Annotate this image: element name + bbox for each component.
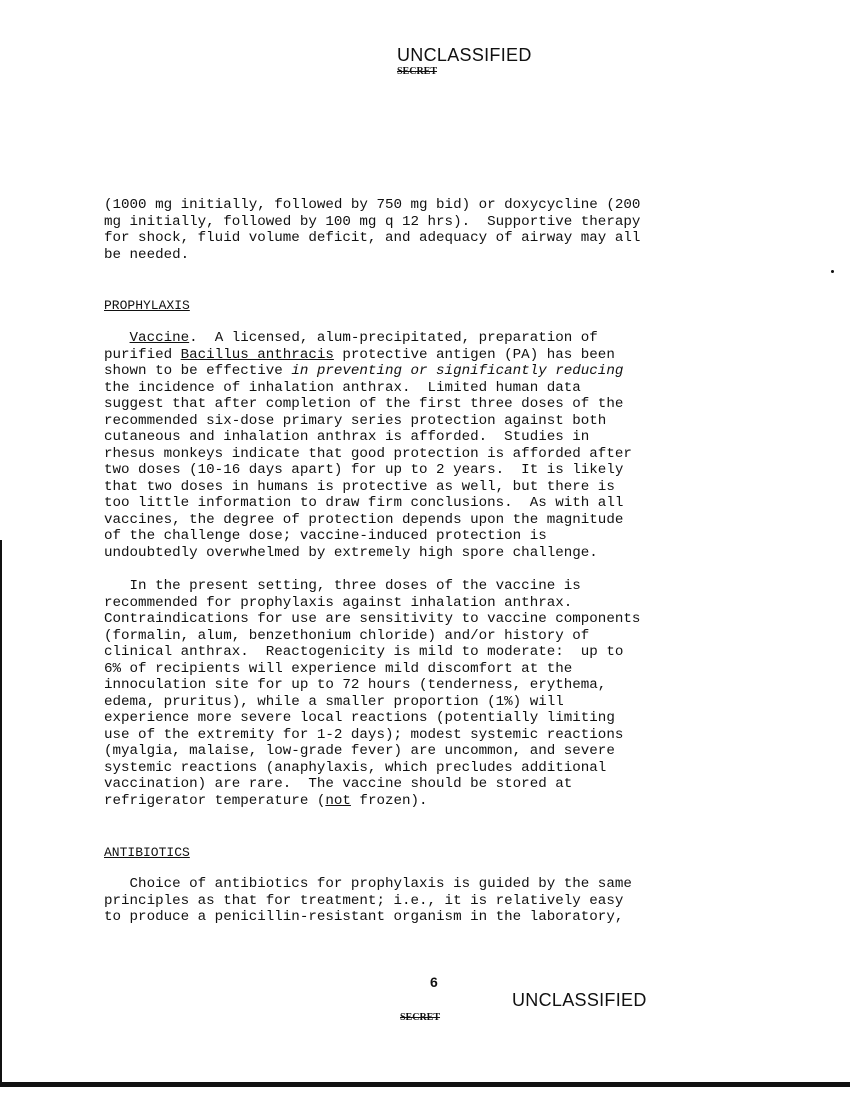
recommendation-line: frozen). — [350, 792, 428, 809]
left-edge-rule — [0, 540, 2, 1085]
intro-line: be needed. — [104, 246, 190, 263]
vaccine-line: of the challenge dose; vaccine-induced protection is — [104, 528, 547, 544]
header-struck-marking: SECRET — [397, 66, 438, 77]
stray-dot — [831, 270, 834, 273]
vaccine-line: . A licensed, alum-precipitated, preparation of — [189, 330, 598, 346]
header-classification: UNCLASSIFIED — [397, 45, 532, 65]
intro-line: for shock, fluid volume deficit, and adequacy of airway may all — [104, 230, 641, 246]
recommendation-line: innoculation site for up to 72 hours (tenderness, erythema, — [104, 677, 607, 693]
vaccine-line: vaccines, the degree of protection depends upon the magnitude — [104, 511, 624, 528]
recommendation-line: systemic reactions (anaphylaxis, which precludes additional — [104, 759, 607, 776]
recommendation-line: Contraindications for use are sensitivity to vaccine components — [104, 611, 641, 627]
vaccine-line: undoubtedly overwhelmed by extremely high spore challenge. — [104, 544, 598, 561]
bottom-edge-rule — [0, 1082, 850, 1087]
recommendation-line: clinical anthrax. Reactogenicity is mild to moderate: up to — [104, 644, 624, 660]
footer-struck-marking: SECRET — [400, 1012, 441, 1023]
antibiotics-line: Choice of antibiotics for prophylaxis is guided by the same — [104, 876, 632, 892]
antibiotics-line: to produce a penicillin-resistant organism in the laboratory, — [104, 909, 624, 925]
vaccine-line: purified — [104, 346, 181, 363]
antibiotics-paragraph — [104, 876, 632, 926]
recommendation-line: recommended for prophylaxis against inhalation anthrax. — [104, 594, 573, 611]
vaccine-line: that two doses in humans is protective as well, but there is — [104, 478, 615, 495]
prophylaxis-heading: PROPHYLAXIS — [104, 298, 190, 313]
recommendation-line: use of the extremity for 1-2 days); modest systemic reactions — [104, 726, 624, 743]
intro-line: (1000 mg initially, followed by 750 mg bid) or doxycycline (200 — [104, 197, 641, 213]
vaccine-emphasis: in preventing or significantly reducing — [291, 363, 624, 379]
page-number: 6 — [430, 974, 438, 990]
recommendation-line: edema, pruritus), while a smaller proportion (1%) will — [104, 693, 564, 710]
footer-classification: UNCLASSIFIED — [512, 990, 647, 1010]
recommendation-line: In the present setting, three doses of the vaccine is — [104, 578, 581, 594]
organism-name: Bacillus anthracis — [180, 346, 334, 363]
vaccine-line: shown to be effective — [104, 363, 292, 379]
not-emphasis: not — [325, 792, 351, 809]
vaccine-paragraph — [104, 330, 632, 561]
recommendation-line: vaccination) are rare. The vaccine should be stored at — [104, 776, 573, 792]
vaccine-line: rhesus monkeys indicate that good protection is afforded after — [104, 445, 632, 462]
vaccine-label: Vaccine — [129, 330, 190, 346]
recommendation-paragraph — [104, 578, 640, 809]
antibiotics-heading: ANTIBIOTICS — [104, 845, 190, 860]
intro-paragraph — [104, 197, 640, 263]
vaccine-line: the incidence of inhalation anthrax. Limited human data — [104, 379, 581, 396]
vaccine-line: two doses (10-16 days apart) for up to 2 years. It is likely — [104, 462, 624, 478]
intro-line: mg initially, followed by 100 mg q 12 hrs). Supportive therapy — [104, 213, 641, 230]
recommendation-line: 6% of recipients will experience mild discomfort at the — [104, 660, 573, 677]
vaccine-line: protective antigen (PA) has been — [333, 346, 615, 363]
recommendation-line: refrigerator temperature ( — [104, 792, 326, 809]
vaccine-line: suggest that after completion of the first three doses of the — [104, 396, 624, 412]
vaccine-line: recommended six-dose primary series protection against both — [104, 412, 607, 429]
recommendation-line: (formalin, alum, benzethonium chloride) and/or history of — [104, 627, 590, 644]
vaccine-line: too little information to draw firm conclusions. As with all — [104, 495, 624, 511]
vaccine-line: cutaneous and inhalation anthrax is afforded. Studies in — [104, 429, 590, 445]
recommendation-line: (myalgia, malaise, low-grade fever) are uncommon, and severe — [104, 743, 615, 759]
antibiotics-line: principles as that for treatment; i.e., it is relatively easy — [104, 892, 624, 909]
recommendation-line: experience more severe local reactions (potentially limiting — [104, 710, 615, 726]
